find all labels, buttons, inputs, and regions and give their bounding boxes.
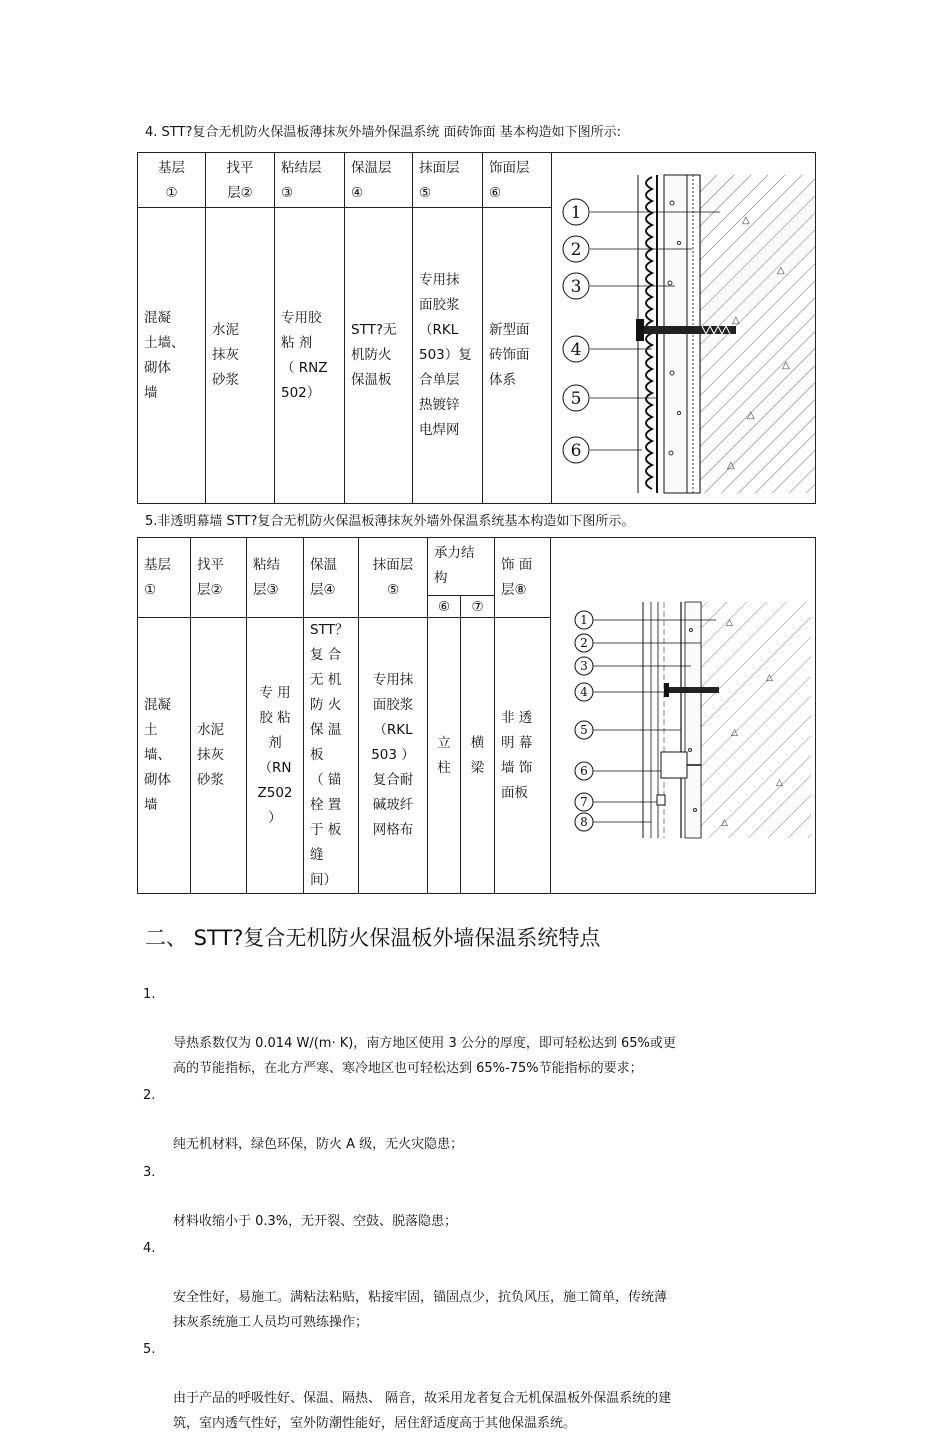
feature-number: 4.: [143, 1241, 156, 1256]
s4-header-base: 基层 ①: [138, 153, 206, 208]
section5-caption: 5.非透明幕墙 STT?复合无机防火保温板薄抹灰外墙外保温系统基本构造如下图所示。: [145, 514, 635, 529]
s5-cell-column: 立 柱: [428, 618, 461, 894]
svg-text:△: △: [721, 817, 728, 828]
curtain-wall-diagram: [551, 540, 816, 892]
s5-header-structure: 承力结 构: [428, 538, 495, 596]
s5-label-3: 3: [580, 658, 588, 673]
s4-cell-finish: 新型面 砖饰面 体系: [483, 208, 552, 504]
features-title: 二、 STT?复合无机防火保温板外墙保温系统特点: [145, 926, 601, 950]
s5-header-structure-6: ⑥: [428, 596, 461, 618]
s5-label-6: 6: [580, 763, 588, 778]
s4-header-adhesive: 粘结层 ③: [275, 153, 345, 208]
s5-header-structure-7: ⑦: [461, 596, 495, 618]
feature-item: [143, 983, 823, 1081]
s5-cell-render: 专用抹 面胶浆 （RKL 503 ） 复合耐 碱玻纤 网格布: [359, 618, 428, 894]
concrete-wall: [701, 602, 811, 838]
s4-header-level: 找平 层②: [206, 153, 275, 208]
s5-label-8: 8: [580, 814, 588, 829]
s5-header-insulation: 保温 层④: [304, 538, 359, 618]
s4-label-6: 6: [570, 441, 582, 461]
s5-label-5: 5: [580, 722, 588, 737]
svg-text:△: △: [776, 777, 783, 788]
s4-header-render: 抹面层 ⑤: [413, 153, 483, 208]
anchor-bolt: [669, 687, 719, 693]
s5-cell-finish: 非 透 明 幕 墙 饰 面板: [495, 618, 551, 894]
svg-text:△: △: [731, 727, 738, 738]
s4-cell-adhesive: 专用胶 粘 剂 （ RNZ 502）: [275, 208, 345, 504]
s4-figure-cell: [552, 153, 816, 504]
s5-label-4: 4: [580, 684, 588, 699]
s4-label-5: 5: [570, 389, 582, 409]
feature-text: 材料收缩小于 0.3%，无开裂、空鼓、脱落隐患；: [173, 1213, 458, 1229]
feature-item: [143, 1084, 823, 1158]
svg-text:△: △: [782, 360, 790, 371]
s5-header-level: 找平 层②: [191, 538, 247, 618]
feature-text: 导热系数仅为 0.014 W/(m· K)，南方地区使用 3 公分的厚度，即可轻松达到 65%或更 高的节能指标，在北方严寒、寒冷地区也可轻松达到 65%-75%节能指标的要求；: [173, 1036, 676, 1076]
column-bracket: [661, 752, 687, 778]
s4-header-finish: 饰面层 ⑥: [483, 153, 552, 208]
feature-number: 3.: [143, 1164, 156, 1180]
feature-text: 安全性好，易施工。满粘法粘贴，粘接牢固，锚固点少，抗负风压，施工简单，传统薄 抹灰系统施工人员均可熟练操作；: [173, 1290, 668, 1330]
s4-cell-base: 混凝 土墙、 砌体 墙: [138, 208, 206, 504]
svg-text:△: △: [747, 410, 755, 421]
svg-text:△: △: [732, 315, 740, 326]
feature-text: 纯无机材料，绿色环保，防火 A 级，无火灾隐患；: [173, 1137, 464, 1152]
section4-caption: 4. STT?复合无机防火保温板薄抹灰外墙外保温系统 面砖饰面 基本构造如下图所示:: [145, 125, 621, 140]
s5-figure-cell: [551, 538, 816, 894]
s5-header-base: 基层 ①: [138, 538, 191, 618]
svg-text:△: △: [727, 460, 735, 471]
svg-text:△: △: [766, 672, 773, 683]
s4-label-2: 2: [570, 240, 582, 260]
s5-label-7: 7: [580, 794, 588, 809]
insulation-board: [685, 602, 701, 838]
s5-cell-level: 水泥 抹灰 砂浆: [191, 618, 247, 894]
s4-label-4: 4: [570, 340, 582, 360]
s5-cell-adhesive: 专 用 胶 粘 剂 （RN Z502 ）: [247, 618, 304, 894]
s5-cell-insulation: STT？ 复 合 无 机 防 火 保 温 板 （ 锚 栓 置 于 板 缝 间）: [304, 618, 359, 894]
section4-table: [137, 152, 816, 504]
s5-header-render: 抹面层 ⑤: [359, 538, 428, 618]
section5-table: [137, 537, 816, 894]
svg-text:△: △: [742, 215, 750, 226]
feature-number: 2.: [143, 1088, 156, 1103]
s4-cell-render: 专用抹 面胶浆 （RKL 503）复 合单层 热镀锌 电焊网: [413, 208, 483, 504]
s5-label-1: 1: [580, 612, 588, 627]
s4-cell-level: 水泥 抹灰 砂浆: [206, 208, 275, 504]
feature-text: 由于产品的呼吸性好、保温、隔热、 隔音，故采用龙者复合无机保温板外保温系统的建 筑，室内透气性好，室外防潮性能好，居住舒适度高于其他保温系统。: [173, 1391, 672, 1431]
svg-text:△: △: [777, 265, 785, 276]
anchor-head: [636, 319, 644, 341]
features-list: [143, 983, 823, 1436]
feature-item: [143, 1161, 823, 1235]
s4-label-3: 3: [570, 277, 582, 297]
feature-item: [143, 1338, 823, 1436]
s5-cell-beam: 横 梁: [461, 618, 495, 894]
s5-header-finish: 饰 面 层⑧: [495, 538, 551, 618]
s4-label-1: 1: [570, 203, 582, 223]
svg-text:△: △: [726, 617, 733, 628]
wall-section-diagram-tile: [552, 153, 816, 503]
s5-label-2: 2: [580, 635, 588, 650]
s4-header-insulation: 保温层 ④: [345, 153, 413, 208]
s5-header-adhesive: 粘结 层③: [247, 538, 304, 618]
s4-cell-insulation: STT?无 机防火 保温板: [345, 208, 413, 504]
s5-cell-base: 混凝 土 墙、 砌体 墙: [138, 618, 191, 894]
feature-item: [143, 1237, 823, 1335]
feature-number: 1.: [143, 987, 156, 1002]
feature-number: 5.: [143, 1342, 156, 1357]
